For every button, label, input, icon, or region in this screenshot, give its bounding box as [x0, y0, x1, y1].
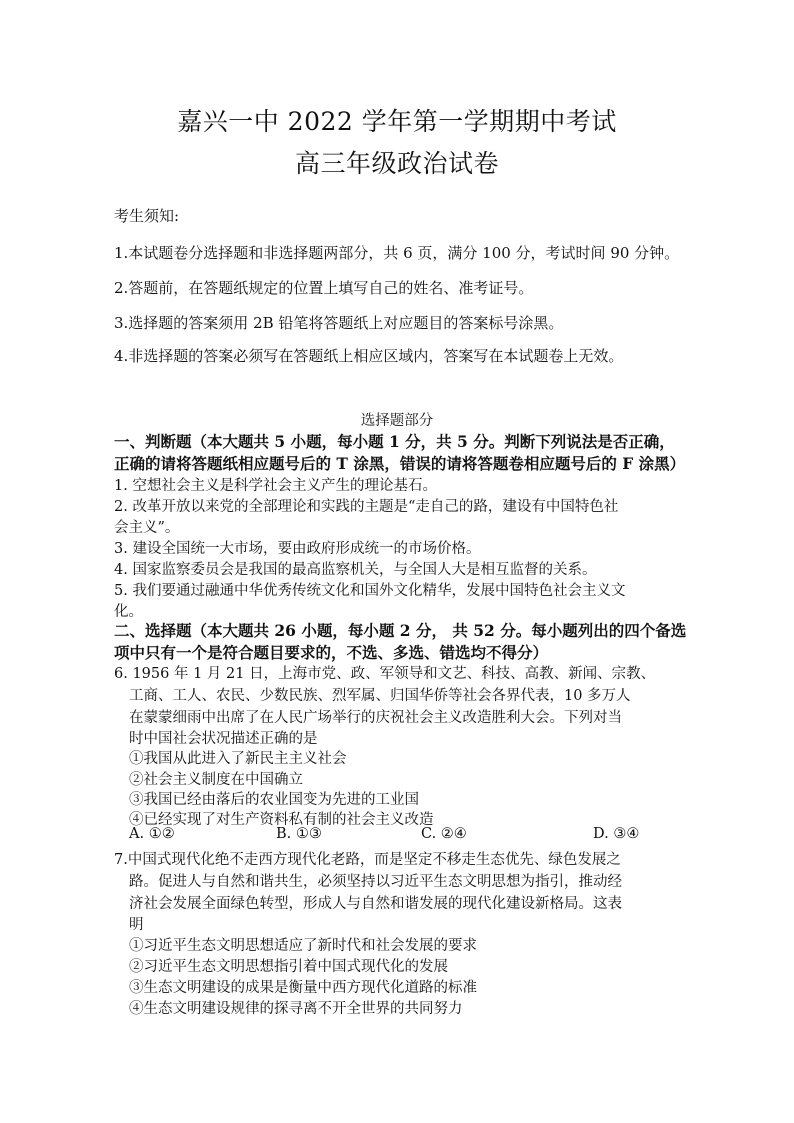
notice-item: 2.答题前，在答题纸规定的位置上填写自己的姓名、准考证号。	[114, 279, 534, 297]
exam-title: 嘉兴一中 2022 学年第一学期期中考试	[177, 107, 617, 136]
part2-heading: 二、选择题（本大题共 26 小题，每小题 2 分， 共 52 分。每小题列出的四个备选	[114, 621, 687, 640]
question-6-line: 6. 1956 年 1 月 21 日，上海市党、政、军领导和文艺、科技、高教、新闻、宗教、	[114, 666, 656, 682]
question-6-choice: ③我国已经由落后的农业国变为先进的工业国	[129, 792, 419, 808]
question-line: 1. 空想社会主义是科学社会主义产生的理论基石。	[114, 478, 437, 494]
question-6-choice: ④已经实现了对生产资料私有制的社会主义改造	[129, 812, 434, 828]
part1-heading-cont: 正确的请将答题纸相应题号后的 T 涂黑，错误的请将答题卷相应题号后的 F 涂黑）	[114, 454, 686, 473]
question-6-line: 在蒙蒙细雨中出席了在人民广场举行的庆祝社会主义改造胜利大会。下列对当	[129, 710, 622, 726]
notice-item: 4.非选择题的答案必须写在答题纸上相应区域内，答案写在本试题卷上无效。	[114, 347, 624, 365]
question-7-choice: ①习近平生态文明思想适应了新时代和社会发展的要求	[129, 938, 477, 954]
question-7-line: 明	[129, 917, 144, 933]
exam-subtitle: 高三年级政治试卷	[294, 149, 499, 178]
question-line: 4. 国家监察委员会是我国的最高监察机关，与全国人大是相互监督的关系。	[114, 562, 597, 578]
question-6-option-c: C. ②④	[421, 826, 467, 842]
question-6-line: 工商、工人、农民、少数民族、烈军属、归国华侨等社会各界代表，10 多万人	[129, 688, 631, 704]
question-7-line: 济社会发展全面绿色转型，形成人与自然和谐发展的现代化建设新格局。这表	[129, 896, 622, 912]
section-title: 选择题部分	[360, 413, 434, 429]
question-6-option-a: A. ①②	[129, 826, 175, 842]
question-7-choice: ②习近平生态文明思想指引着中国式现代化的发展	[129, 959, 448, 975]
question-line: 化。	[114, 604, 143, 620]
question-7-choice: ④生态文明建设规律的探寻离不开全世界的共同努力	[129, 1001, 463, 1017]
part2-heading-cont: 项中只有一个是符合题目要求的，不选、多选、错选均不得分）	[114, 643, 549, 662]
notice-item: 3.选择题的答案须用 2B 铅笔将答题纸上对应题目的答案标号涂黑。	[114, 314, 564, 332]
question-7-line: 路。促进人与自然和谐共生，必须坚持以习近平生态文明思想为指引，推动经	[129, 874, 622, 890]
notice-heading: 考生须知:	[114, 207, 180, 225]
question-line: 5. 我们要通过融通中华优秀传统文化和国外文化精华，发展中国特色社会主义文	[114, 583, 626, 599]
question-line: 3. 建设全国统一大市场，要由政府形成统一的市场价格。	[114, 541, 481, 557]
question-line: 会主义”。	[114, 520, 180, 536]
question-6-option-b: B. ①③	[276, 826, 322, 842]
part1-heading: 一、判断题（本大题共 5 小题，每小题 1 分，共 5 分。判断下列说法是否正确，	[114, 432, 675, 451]
question-6-choice: ①我国从此进入了新民主主义社会	[129, 751, 347, 767]
question-line: 2. 改革开放以来党的全部理论和实践的主题是“走自己的路，建设有中国特色社	[114, 499, 619, 515]
question-6-option-d: D. ③④	[593, 826, 640, 842]
question-6-line: 时中国社会状况描述正确的是	[129, 731, 318, 747]
question-6-choice: ②社会主义制度在中国确立	[129, 772, 303, 788]
question-7-choice: ③生态文明建设的成果是衡量中西方现代化道路的标准	[129, 980, 477, 996]
notice-item: 1.本试题卷分选择题和非选择题两部分，共 6 页，满分 100 分，考试时间 90 分钟。	[114, 244, 680, 262]
question-7-line: 7.中国式现代化绝不走西方现代化老路，而是坚定不移走生态优先、绿色发展之	[114, 852, 621, 868]
